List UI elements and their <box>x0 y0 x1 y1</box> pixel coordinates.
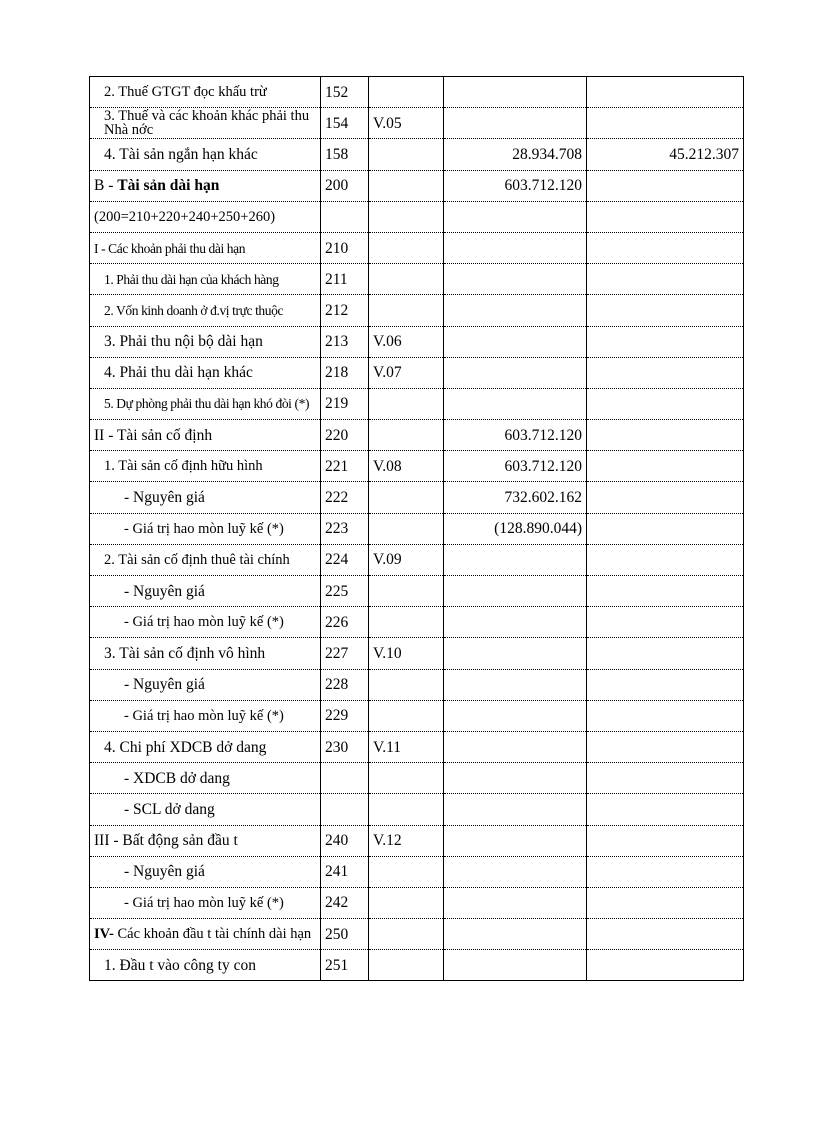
row-prior-amount-cell <box>587 451 744 482</box>
row-name-cell: - Giá trị hao mòn luỹ kế (*) <box>90 607 321 638</box>
row-note-cell <box>369 388 444 419</box>
row-current-amount-cell <box>444 794 587 825</box>
row-prior-amount-cell <box>587 887 744 918</box>
row-code-cell: 242 <box>321 887 369 918</box>
row-note-cell <box>369 232 444 263</box>
row-name-cell: 4. Tài sản ngắn hạn khác <box>90 139 321 170</box>
table-row <box>90 139 744 170</box>
row-current-amount-cell <box>444 700 587 731</box>
row-prior-amount-cell <box>587 170 744 201</box>
row-current-amount-cell <box>444 295 587 326</box>
table-row <box>90 232 744 263</box>
row-note-cell <box>369 856 444 887</box>
row-code-cell: 152 <box>321 77 369 108</box>
row-prior-amount-cell <box>587 856 744 887</box>
row-name-cell: IV- Các khoản đầu t tài chính dài hạn <box>90 919 321 950</box>
row-code-cell: 218 <box>321 357 369 388</box>
row-current-amount-cell <box>444 201 587 232</box>
row-current-amount-cell <box>444 731 587 762</box>
row-code-cell: 212 <box>321 295 369 326</box>
row-note-cell: V.06 <box>369 326 444 357</box>
row-note-cell: V.09 <box>369 544 444 575</box>
row-code-cell <box>321 201 369 232</box>
table-row <box>90 295 744 326</box>
row-prior-amount-cell <box>587 607 744 638</box>
row-name-cell: 3. Tài sản cố định vô hình <box>90 638 321 669</box>
row-code-cell: 210 <box>321 232 369 263</box>
row-code-cell: 158 <box>321 139 369 170</box>
row-name-cell: 1. Tài sản cố định hữu hình <box>90 451 321 482</box>
row-note-cell <box>369 919 444 950</box>
row-current-amount-cell <box>444 108 587 139</box>
table-row <box>90 576 744 607</box>
row-current-amount-cell <box>444 77 587 108</box>
row-prior-amount-cell <box>587 513 744 544</box>
table-row <box>90 919 744 950</box>
row-code-cell: 154 <box>321 108 369 139</box>
table-row <box>90 357 744 388</box>
row-note-cell <box>369 295 444 326</box>
row-name-cell: II - Tài sản cố định <box>90 420 321 451</box>
table-row <box>90 108 744 139</box>
row-prior-amount-cell <box>587 357 744 388</box>
row-note-cell <box>369 607 444 638</box>
row-name-cell: 1. Đầu t vào công ty con <box>90 950 321 981</box>
row-prior-amount-cell <box>587 638 744 669</box>
table-row <box>90 763 744 794</box>
row-prior-amount-cell <box>587 77 744 108</box>
section-title-bold: Tài sản dài hạn <box>117 177 220 195</box>
row-note-cell: V.11 <box>369 731 444 762</box>
row-code-cell: 229 <box>321 700 369 731</box>
row-name-cell: 2. Thuế GTGT đọc khấu trừ <box>90 77 321 108</box>
row-current-amount-cell <box>444 763 587 794</box>
row-note-cell <box>369 264 444 295</box>
row-code-cell: 251 <box>321 950 369 981</box>
row-current-amount-cell <box>444 919 587 950</box>
row-note-cell: V.07 <box>369 357 444 388</box>
row-name-cell: 5. Dự phòng phải thu dài hạn khó đòi (*) <box>90 388 321 419</box>
balance-sheet-body <box>90 77 744 981</box>
table-row <box>90 856 744 887</box>
row-name-cell: - Giá trị hao mòn luỹ kế (*) <box>90 887 321 918</box>
row-note-cell <box>369 763 444 794</box>
row-current-amount-cell: 732.602.162 <box>444 482 587 513</box>
row-code-cell: 240 <box>321 825 369 856</box>
row-prior-amount-cell <box>587 825 744 856</box>
table-row <box>90 201 744 232</box>
row-name-cell: 4. Chi phí XDCB dở dang <box>90 731 321 762</box>
row-prior-amount-cell <box>587 763 744 794</box>
row-name-cell: 2. Tài sản cố định thuê tài chính <box>90 544 321 575</box>
row-prior-amount-cell <box>587 669 744 700</box>
row-name-cell: - Nguyên giá <box>90 482 321 513</box>
row-note-cell <box>369 139 444 170</box>
table-row <box>90 482 744 513</box>
row-code-cell: 211 <box>321 264 369 295</box>
row-note-cell <box>369 700 444 731</box>
row-current-amount-cell <box>444 326 587 357</box>
row-current-amount-cell <box>444 232 587 263</box>
row-name-cell: (200=210+220+240+250+260) <box>90 201 321 232</box>
row-note-cell <box>369 576 444 607</box>
table-row <box>90 950 744 981</box>
row-note-cell <box>369 482 444 513</box>
row-name-cell: III - Bất động sản đầu t <box>90 825 321 856</box>
row-prior-amount-cell: 45.212.307 <box>587 139 744 170</box>
row-prior-amount-cell <box>587 919 744 950</box>
row-prior-amount-cell <box>587 482 744 513</box>
row-prior-amount-cell <box>587 295 744 326</box>
row-prior-amount-cell <box>587 794 744 825</box>
row-prior-amount-cell <box>587 264 744 295</box>
row-current-amount-cell: 603.712.120 <box>444 451 587 482</box>
row-name-cell: - Nguyên giá <box>90 576 321 607</box>
row-prior-amount-cell <box>587 420 744 451</box>
row-code-cell: 227 <box>321 638 369 669</box>
row-note-cell <box>369 669 444 700</box>
row-current-amount-cell <box>444 669 587 700</box>
row-name-cell: - Giá trị hao mòn luỹ kế (*) <box>90 513 321 544</box>
table-row <box>90 700 744 731</box>
row-code-cell: 241 <box>321 856 369 887</box>
row-code-cell: 220 <box>321 420 369 451</box>
row-prior-amount-cell <box>587 731 744 762</box>
table-row <box>90 264 744 295</box>
table-row <box>90 170 744 201</box>
row-prior-amount-cell <box>587 700 744 731</box>
row-note-cell <box>369 794 444 825</box>
row-prior-amount-cell <box>587 232 744 263</box>
table-row <box>90 794 744 825</box>
row-code-cell: 224 <box>321 544 369 575</box>
row-name-cell: 1. Phải thu dài hạn của khách hàng <box>90 264 321 295</box>
table-row <box>90 513 744 544</box>
row-name-cell: 2. Vốn kinh doanh ở đ.vị trực thuộc <box>90 295 321 326</box>
table-row <box>90 825 744 856</box>
row-current-amount-cell <box>444 825 587 856</box>
row-current-amount-cell <box>444 638 587 669</box>
row-name-cell: 4. Phải thu dài hạn khác <box>90 357 321 388</box>
row-name-cell: - SCL dở dang <box>90 794 321 825</box>
row-code-cell: 250 <box>321 919 369 950</box>
balance-sheet-table <box>89 76 744 981</box>
row-code-cell: 219 <box>321 388 369 419</box>
row-current-amount-cell: 603.712.120 <box>444 420 587 451</box>
row-note-cell <box>369 420 444 451</box>
row-code-cell: 200 <box>321 170 369 201</box>
row-current-amount-cell <box>444 544 587 575</box>
row-code-cell: 222 <box>321 482 369 513</box>
row-current-amount-cell: (128.890.044) <box>444 513 587 544</box>
row-prior-amount-cell <box>587 576 744 607</box>
row-note-cell <box>369 170 444 201</box>
row-current-amount-cell: 603.712.120 <box>444 170 587 201</box>
table-row <box>90 544 744 575</box>
row-code-cell: 228 <box>321 669 369 700</box>
row-code-cell: 225 <box>321 576 369 607</box>
table-row <box>90 669 744 700</box>
row-current-amount-cell <box>444 357 587 388</box>
row-code-cell: 226 <box>321 607 369 638</box>
row-code-cell: 213 <box>321 326 369 357</box>
table-row <box>90 326 744 357</box>
row-name-cell: 3. Phải thu nội bộ dài hạn <box>90 326 321 357</box>
row-current-amount-cell <box>444 388 587 419</box>
row-prior-amount-cell <box>587 950 744 981</box>
row-name-cell: - XDCB dở dang <box>90 763 321 794</box>
row-note-cell <box>369 77 444 108</box>
row-name-cell: - Giá trị hao mòn luỹ kế (*) <box>90 700 321 731</box>
row-current-amount-cell <box>444 264 587 295</box>
row-current-amount-cell <box>444 576 587 607</box>
table-row <box>90 451 744 482</box>
row-current-amount-cell <box>444 607 587 638</box>
row-current-amount-cell: 28.934.708 <box>444 139 587 170</box>
row-note-cell <box>369 513 444 544</box>
row-code-cell: 223 <box>321 513 369 544</box>
row-current-amount-cell <box>444 856 587 887</box>
table-row <box>90 887 744 918</box>
row-note-cell <box>369 201 444 232</box>
row-prior-amount-cell <box>587 108 744 139</box>
row-name-cell: B - Tài sản dài hạn <box>90 170 321 201</box>
row-prior-amount-cell <box>587 544 744 575</box>
section-number-bold: IV- <box>94 926 114 943</box>
row-code-cell: 221 <box>321 451 369 482</box>
row-prior-amount-cell <box>587 388 744 419</box>
row-prior-amount-cell <box>587 326 744 357</box>
row-current-amount-cell <box>444 950 587 981</box>
row-note-cell: V.10 <box>369 638 444 669</box>
row-name-cell: I - Các khoản phải thu dài hạn <box>90 232 321 263</box>
row-code-cell <box>321 763 369 794</box>
row-note-cell <box>369 950 444 981</box>
row-name-cell: 3. Thuế và các khoản khác phải thu Nhà nớc <box>90 108 321 139</box>
row-name-cell: - Nguyên giá <box>90 669 321 700</box>
row-prior-amount-cell <box>587 201 744 232</box>
table-row <box>90 638 744 669</box>
row-name-cell: - Nguyên giá <box>90 856 321 887</box>
row-note-cell: V.12 <box>369 825 444 856</box>
table-row <box>90 607 744 638</box>
row-code-cell: 230 <box>321 731 369 762</box>
row-current-amount-cell <box>444 887 587 918</box>
table-row <box>90 77 744 108</box>
row-note-cell: V.08 <box>369 451 444 482</box>
table-row <box>90 388 744 419</box>
row-note-cell: V.05 <box>369 108 444 139</box>
table-row <box>90 420 744 451</box>
row-code-cell <box>321 794 369 825</box>
table-row <box>90 731 744 762</box>
row-note-cell <box>369 887 444 918</box>
